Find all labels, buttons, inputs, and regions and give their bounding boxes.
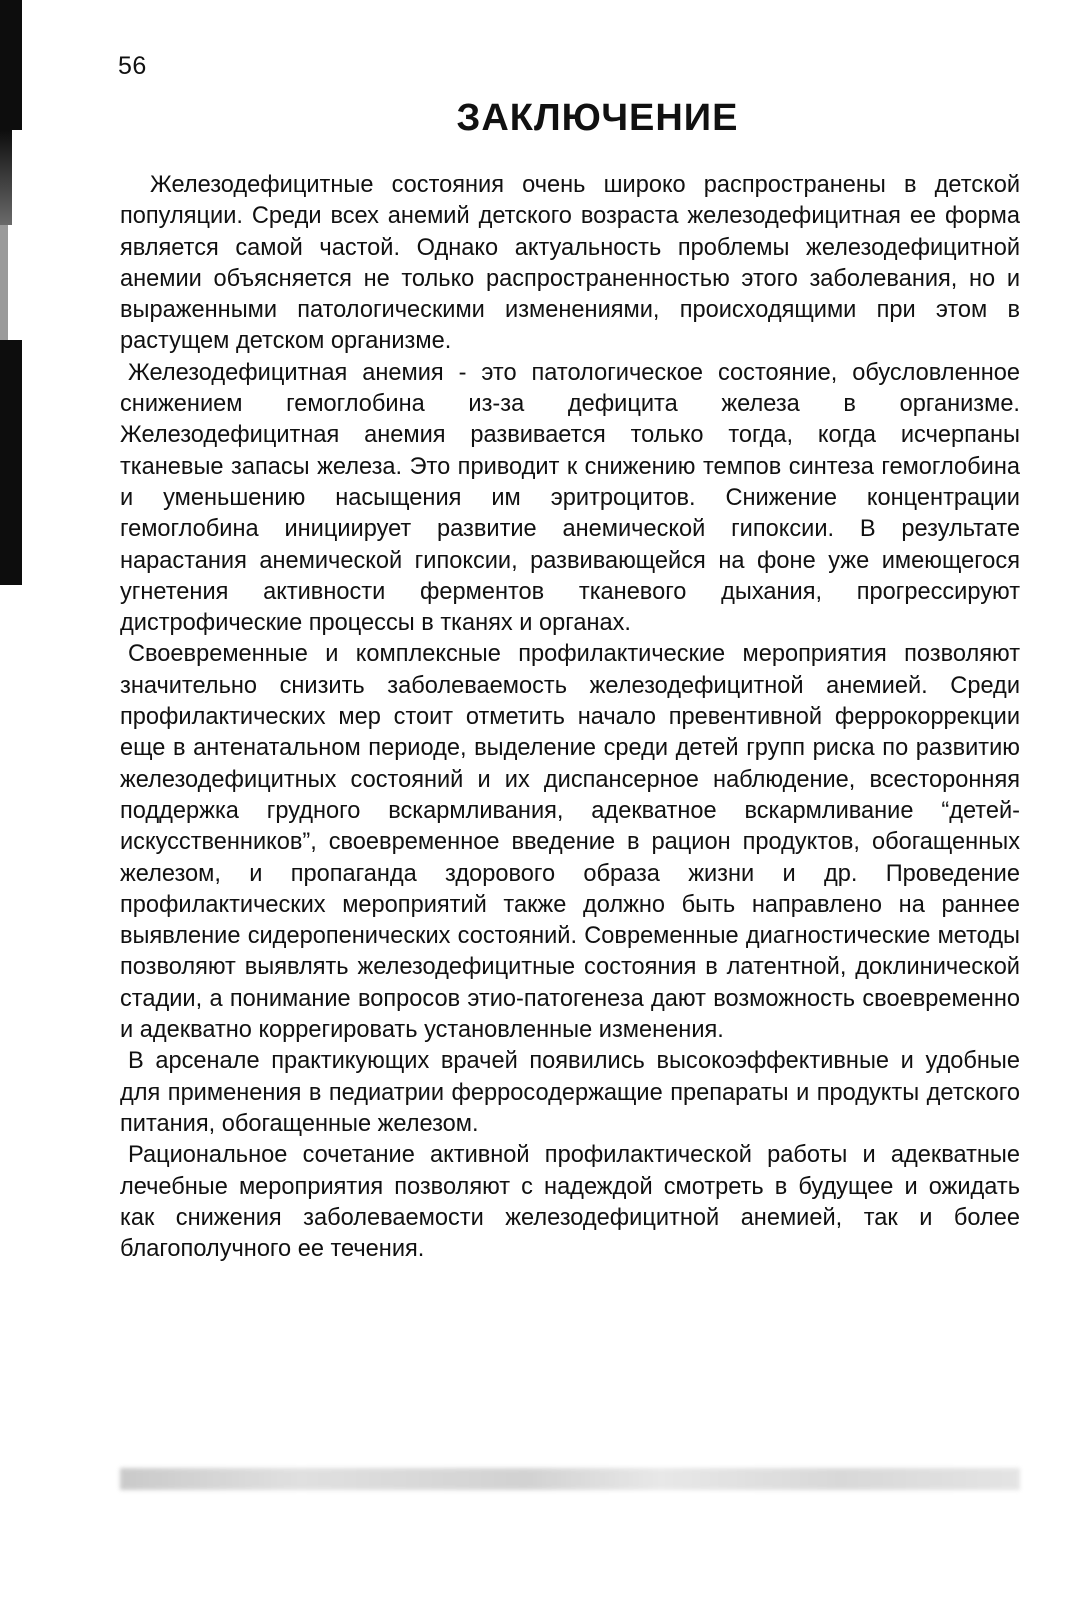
paragraph-5: Рациональное сочетание активной профилактической работы и адекватные лечебные мероприятия позволяют с надеждой смотреть в будущее и ожидать как снижения заболеваемости железодефицитной анемией, так и более благополучного ее течения. [120, 1142, 1020, 1263]
paragraph-4: В арсенале практикующих врачей появились высокоэффективные и удобные для применения в педиатрии ферросодержащие препараты и продукты детского питания, обогащенные железом. [120, 1048, 1020, 1137]
chapter-title: ЗАКЛЮЧЕНИЕ [456, 97, 739, 139]
footer-scan-noise [120, 1468, 1020, 1490]
scan-edge-fade-1 [0, 130, 12, 225]
paragraph-2: Железодефицитная анемия - это патологическое состояние, обусловленное снижением гемоглобина из-за дефицита железа в организме. Железодефицитная анемия развивается только тогда, когда исчерпаны тканевые запасы железа. Это приводит к снижению темпов синтеза гемоглобина и уменьшению насыщения им эритроцитов. Снижение концентрации гемоглобина инициирует развитие анемической гипоксии. В результате нарастания анемической гипоксии, развивающейся на фоне уже имеющегося угнетения активности ферментов тканевого дыхания, прогрессируют дистрофические процессы в тканях и органах. [120, 359, 1020, 637]
text-body [120, 170, 1020, 1265]
scan-edge-middle [0, 340, 22, 585]
page-number: 56 [118, 52, 147, 80]
scan-edge [0, 0, 22, 1601]
scan-edge-fade-2 [0, 225, 8, 340]
paragraph-1: Железодефицитные состояния очень широко распространены в детской популяции. Среди всех анемий детского возраста железодефицитная ее форма является самой частой. Однако актуальность проблемы железодефицитной анемии объясняется не только распространенностью этого заболевания, но и выраженными патологическими изменениями, происходящими при этом в растущем детском организме. [120, 172, 1020, 355]
paragraph-3: Своевременные и комплексные профилактические мероприятия позволяют значительно снизить заболеваемость железодефицитной анемией. Среди профилактических мер стоит отметить начало превентивной феррокоррекции еще в антенатальном периоде, выделение среди детей групп риска по развитию железодефицитных состояний и их диспансерное наблюдение, всесторонняя поддержка грудного вскармливания, адекватное вскармливание “детей-искусственников”, своевременное введение в рацион продуктов, обогащенных железом, и пропаганда здорового образа жизни и др. Проведение профилактических мероприятий также должно быть направлено на раннее выявление сидеропенических состояний. Современные диагностические методы позволяют выявлять железодефицитные состояния в латентной, доклинической стадии, а понимание вопросов этио-патогенеза дают возможность своевременно и адекватно коррегировать установленные изменения. [120, 641, 1020, 1044]
